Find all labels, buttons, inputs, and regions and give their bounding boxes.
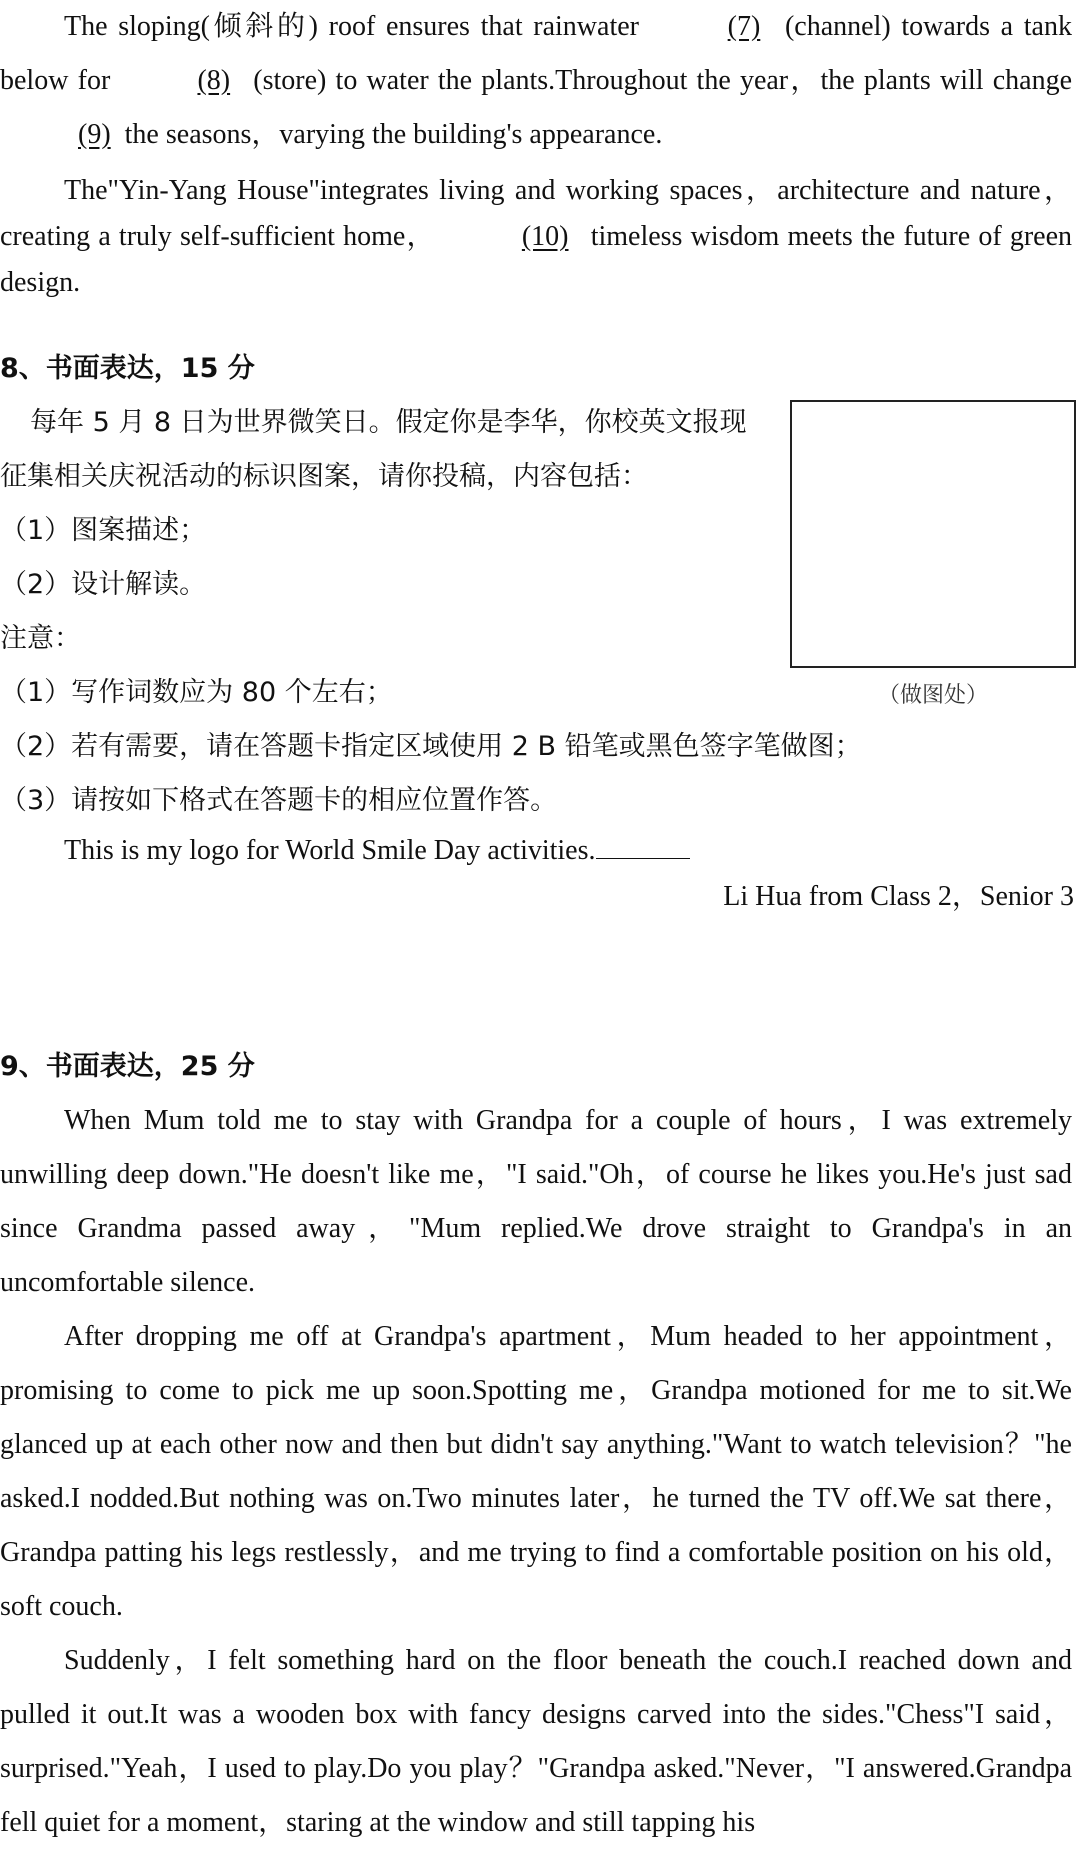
- story-paragraph-3: Suddenly，I felt something hard on the floor beneath the couch.I reached down and pulled it out.It was a wooden box with fancy designs carved into the sides."Chess"I said，surprised."Yeah，I used to play.Do you play？"Grandpa asked."Never，"I answered.Grandpa fell quiet for a moment，staring at the window and still tapping his: [0, 1645, 1072, 1838]
- passage-text: the seasons，varying the building's appearance.: [124, 119, 663, 150]
- passage-text: (store) to water the plants.Throughout the year，the plants will change: [253, 65, 1072, 96]
- passage-paragraph-1: [0, 0, 1080, 162]
- content-item-2: （2）设计解读。: [0, 569, 207, 600]
- note-item-1: （1）写作词数应为 80 个左右；: [0, 677, 393, 708]
- format-sentence: This is my logo for World Smile Day activities.: [64, 835, 596, 866]
- passage-text: (channel) towards a tank below for: [0, 11, 1072, 96]
- passage-paragraph-2: [0, 168, 1080, 306]
- blank-9[interactable]: (9): [78, 119, 111, 150]
- signature: Li Hua from Class 2，Senior 3: [723, 881, 1074, 912]
- note-label: 注意：: [0, 623, 81, 654]
- section-9: [0, 1040, 1080, 1850]
- content-item-1: （1）图案描述；: [0, 515, 207, 546]
- section-8-prompt: 每年 5 月 8 日为世界微笑日。假定你是李华，你校英文报现征集相关庆祝活动的标识图案，请你投稿，内容包括：: [0, 407, 747, 492]
- section-8: [0, 342, 1080, 920]
- blank-8[interactable]: (8): [197, 65, 231, 96]
- blank-7[interactable]: (7): [727, 11, 761, 42]
- note-item-2: （2）若有需要，请在答题卡指定区域使用 2 B 铅笔或黑色签字笔做图；: [0, 731, 862, 762]
- drawing-area-caption: （做图处）: [877, 683, 988, 708]
- passage-text: The sloping(倾斜的) roof ensures that rainwater: [64, 11, 639, 42]
- answer-blank[interactable]: [596, 838, 690, 859]
- section-8-prompt-block: [0, 396, 770, 666]
- note-item-3: （3）请按如下格式在答题卡的相应位置作答。: [0, 785, 558, 816]
- story-paragraph-1: When Mum told me to stay with Grandpa for a couple of hours，I was extremely unwilling deep down."He doesn't like me，"I said."Oh，of course he likes you.He's just sad since Grandma passed away，"Mum replied.We drove straight to Grandpa's in an uncomfortable silence.: [0, 1105, 1072, 1298]
- story-paragraph-2: After dropping me off at Grandpa's apartment，Mum headed to her appointment，promising to come to pick me up soon.Spotting me，Grandpa motioned for me to sit.We glanced up at each other now and then but didn't say anything."Want to watch television？"he asked.I nodded.But nothing was on.Two minutes later，he turned the TV off.We sat there，Grandpa patting his legs restlessly，and me trying to find a comfortable position on his old，soft couch.: [0, 1321, 1072, 1622]
- drawing-area-box[interactable]: [790, 400, 1076, 668]
- passage-text: The"Yin-Yang House"integrates living and working spaces，architecture and nature，creating a truly self-sufficient home，: [0, 175, 1072, 252]
- passage-continuation: [0, 0, 1080, 306]
- section-9-title: 9、书面表达，25 分: [0, 1051, 255, 1082]
- passage-text: timeless wisdom meets the future of green design.: [0, 221, 1073, 298]
- answer-format-line: [0, 828, 1080, 874]
- section-8-title: 8、书面表达，15 分: [0, 353, 255, 384]
- blank-10[interactable]: (10): [521, 221, 569, 252]
